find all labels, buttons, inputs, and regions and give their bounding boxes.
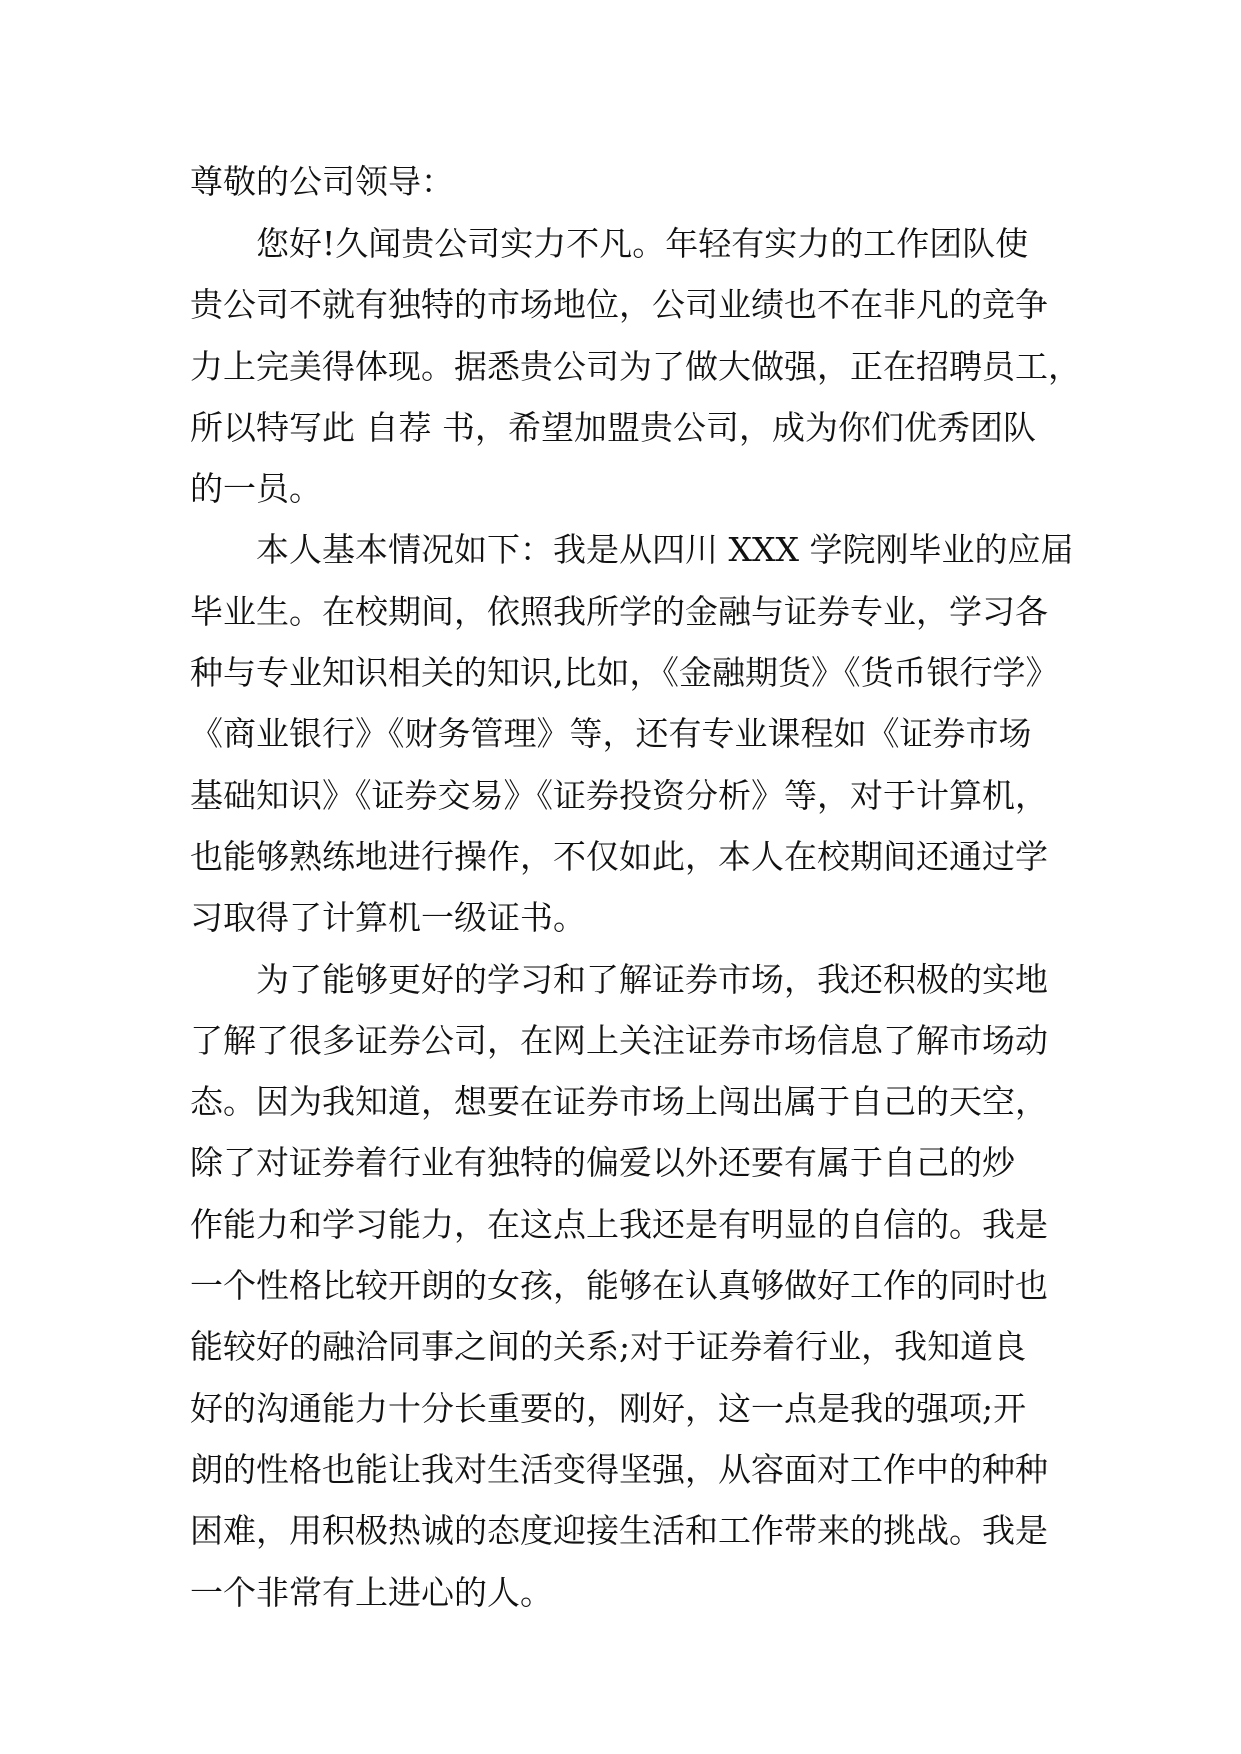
paragraph-line: 力上完美得体现。据悉贵公司为了做大做强，正在招聘员工，	[190, 346, 1081, 386]
paragraph-line: 态。因为我知道，想要在证券市场上闯出属于自己的天空，	[190, 1082, 1048, 1122]
paragraph-line: 朗的性格也能让我对生活变得坚强，从容面对工作中的种种	[190, 1449, 1048, 1489]
paragraph-line: 的一员。	[190, 469, 322, 509]
paragraph-line: 困难，用积极热诚的态度迎接生活和工作带来的挑战。我是	[190, 1511, 1048, 1551]
paragraph-line: 贵公司不就有独特的市场地位，公司业绩也不在非凡的竞争	[190, 285, 1048, 325]
paragraph-line: 习取得了计算机一级证书。	[190, 898, 586, 938]
paragraph-line: 种与专业知识相关的知识,比如，《金融期货》《货币银行学》	[190, 653, 1059, 693]
paragraph-line: 为了能够更好的学习和了解证券市场，我还积极的实地	[256, 959, 1048, 999]
paragraph-line: 毕业生。在校期间，依照我所学的金融与证券专业，学习各	[190, 591, 1048, 631]
paragraph-line: 能较好的融洽同事之间的关系;对于证券着行业，我知道良	[190, 1327, 1027, 1367]
greeting-line: 尊敬的公司领导：	[190, 162, 454, 201]
paragraph-1	[190, 222, 1081, 528]
paragraph-line: 一个性格比较开朗的女孩，能够在认真够做好工作的同时也	[190, 1266, 1048, 1306]
paragraph-line: 《商业银行》《财务管理》等，还有专业课程如《证券市场	[190, 714, 1032, 754]
paragraph-3	[190, 958, 1050, 1632]
paragraph-line: 了解了很多证券公司，在网上关注证券市场信息了解市场动	[190, 1020, 1048, 1060]
paragraph-line: 所以特写此 自荐 书，希望加盟贵公司，成为你们优秀团队	[190, 407, 1036, 447]
paragraph-line: 作能力和学习能力，在这点上我还是有明显的自信的。我是	[190, 1204, 1048, 1244]
paragraph-line: 除了对证券着行业有独特的偏爱以外还要有属于自己的炒	[190, 1143, 1015, 1183]
paragraph-2	[190, 528, 1074, 957]
paragraph-line: 一个非常有上进心的人。	[190, 1572, 553, 1612]
paragraph-line: 也能够熟练地进行操作，不仅如此，本人在校期间还通过学	[190, 836, 1048, 876]
paragraph-line: 基础知识》《证券交易》《证券投资分析》等，对于计算机，	[190, 775, 1048, 815]
paragraph-line: 您好!久闻贵公司实力不凡。年轻有实力的工作团队使	[256, 224, 1029, 263]
paragraph-line: 本人基本情况如下：我是从四川 XXX 学院刚毕业的应届	[256, 530, 1074, 570]
paragraph-line: 好的沟通能力十分长重要的，刚好，这一点是我的强项;开	[190, 1388, 1027, 1428]
cover-letter	[190, 160, 1081, 1632]
